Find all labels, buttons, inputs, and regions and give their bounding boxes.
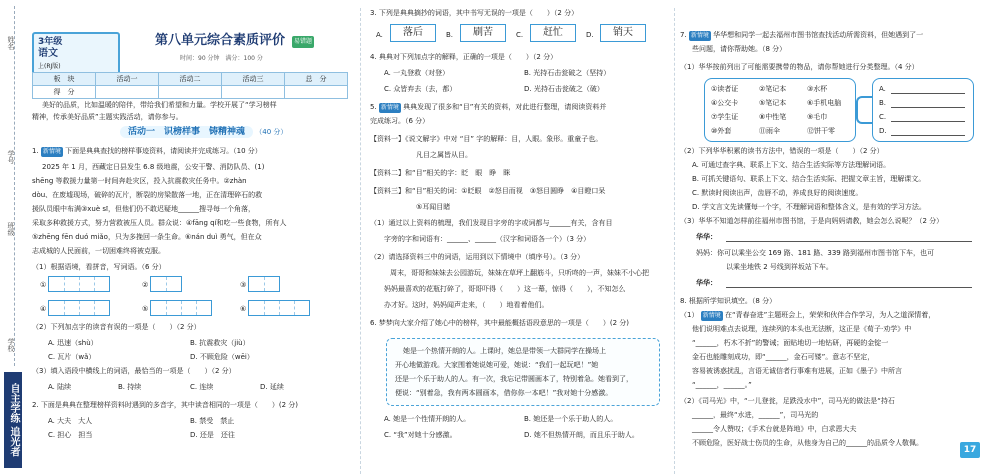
q6-passage-line: 她是一个热情开朗的人。上课时，她总是带领一大群同学在操场上 <box>403 347 606 355</box>
grid-label: ④ <box>40 305 47 313</box>
word-option-box[interactable]: 刷苦 <box>460 24 506 42</box>
score-table-cell[interactable] <box>222 86 285 99</box>
item: ②笔记本 <box>759 85 787 93</box>
grade-label: 3年级 <box>38 37 63 47</box>
activity1-points: （40 分） <box>255 128 288 136</box>
item: ⑫饼干零 <box>807 127 835 135</box>
q5-sub1: （1）通过以上资料的梳理，我们发现目字旁的字或词都与______有关，含有目 <box>370 219 613 227</box>
answer-grid[interactable] <box>48 276 110 292</box>
item: ⑨毛巾 <box>807 113 828 121</box>
item: ⑥手机电脑 <box>807 99 842 107</box>
q1-passage-line: 志成城的人民面前，一切困难终将被克服。 <box>32 247 165 255</box>
q8-sub2-line: 不顾危险，医好战士伤员的生命，从他身为自己的______的品质令人敬佩。 <box>692 439 923 447</box>
q7-text: 华华想和同学一起去福州市图书馆查找活动所需资料，但她遇到了一 <box>713 31 924 39</box>
option[interactable]: A. 陆续 <box>48 383 72 391</box>
option-label: A. <box>376 31 383 39</box>
q1-stem <box>32 146 262 157</box>
q5-resource-2: 【资料二】和“目”相关的字：眨 眼 睁 眯 <box>370 169 511 177</box>
new-context-badge: 新情境 <box>42 148 61 155</box>
new-context-badge: 新情境 <box>690 32 709 39</box>
score-table-cell[interactable] <box>96 86 159 99</box>
grid-label: ③ <box>240 281 247 289</box>
answer-line[interactable] <box>726 241 972 242</box>
answer-grid[interactable] <box>48 300 110 316</box>
q1-number: 1. <box>32 147 39 155</box>
dialogue-speaker: 华华： <box>696 233 717 241</box>
q5-story-line: 妈妈最喜欢的花瓶打碎了，哥哥吓得（ ）这一幕，惊得（ ），不知怎么 <box>384 285 626 293</box>
category-blank[interactable] <box>891 135 965 136</box>
page-number: 17 <box>960 442 980 458</box>
q7-sub1: （1）华华按前列出了可能需要携带的物品，请你帮她进行分类整理。（4 分） <box>680 63 919 71</box>
grid-label: ⑤ <box>142 305 149 313</box>
score-table-cell: 板 块 <box>33 73 96 86</box>
q8-sub1-stem <box>680 310 935 321</box>
answer-grid[interactable] <box>248 276 280 292</box>
option[interactable]: B. 光持石击瓮破之（坚持） <box>524 69 611 77</box>
q8-line: “______，朽木不折”的警诫；面贴地切一地钻研，再硬的金锭一 <box>692 339 889 347</box>
items-box <box>704 78 856 142</box>
option[interactable]: A. 迅速（shù） <box>48 339 98 347</box>
q5-stem <box>370 102 606 113</box>
option[interactable]: D. 延续 <box>260 383 284 391</box>
gutter-label-school: 学校 <box>7 338 15 352</box>
q8-sub2-line: （2）《司马光》中，“一儿登瓮，足跌没水中”，司马光的做法是“持石 <box>680 397 895 405</box>
dialogue-mom-2: 以乘坐地铁 2 号线到祥坂站下车。 <box>726 263 833 271</box>
option[interactable]: A. 大夫 大人 <box>48 417 93 425</box>
q7-stem <box>680 30 923 41</box>
q8-line: 金石也能雕刻成功，即“______，金石可镂”。意志不坚定， <box>692 353 875 361</box>
answer-line[interactable] <box>726 287 972 288</box>
brand-logo: 自主学练 追光者 <box>4 372 22 468</box>
q1-passage-line: ⑤zhēng fēn duó miǎo，只为多挽回一条生命。⑥nán duì 勇气，但在众 <box>32 233 262 241</box>
grade-subject-box <box>32 32 120 76</box>
q6-passage-line: 开心地做游戏。大家围着她说她可爱，她说：“我们一起玩吧！”她 <box>395 361 599 369</box>
option[interactable]: C. 默读时阅读出声，齿唇不动，养成良好的阅读速度。 <box>692 189 863 197</box>
intro-text: 精神，传承美好品质”主题实践活动，请你参与。 <box>32 113 183 121</box>
tag-badge: 易错题 <box>292 36 314 48</box>
q1-passage-line: 援队员眼中布满③xuè sī，但他们仍不敢迟疑地______搜寻每一个角落， <box>32 205 255 213</box>
category-blank[interactable] <box>891 93 965 94</box>
option-label: C. <box>516 31 524 39</box>
item: ⑧中性笔 <box>759 113 787 121</box>
q7-sub2: （2）下列华华积累的读书方法中，错误的一项是（ ）（2 分） <box>680 147 884 155</box>
grid-label: ① <box>40 281 47 289</box>
q8-sub2-line: ______令人赞叹；《手术台就是阵地》中，白求恩大夫 <box>692 425 857 433</box>
item: ①读者证 <box>711 85 739 93</box>
score-table-cell: 活动三 <box>222 73 285 86</box>
option[interactable]: D. 不顾危险（wēi） <box>190 353 254 361</box>
answer-grid[interactable] <box>150 300 212 316</box>
q8-line: “______，______。” <box>692 381 752 389</box>
category-label: C. <box>879 113 887 121</box>
option[interactable]: D. 学文言文先读懂每一个字，不理解词语和整体含义，是有效的学习方法。 <box>692 203 926 211</box>
item: ⑪雨伞 <box>759 127 780 135</box>
score-table <box>32 72 348 99</box>
item: ③水杯 <box>807 85 828 93</box>
score-table-cell[interactable] <box>285 86 348 99</box>
score-table-cell: 活动二 <box>159 73 222 86</box>
q5-sub2: （2）请选择资料三中的词语，运用到以下情境中（填序号）。（3 分） <box>370 253 585 261</box>
q1-passage-line: 采取多种救援方式，努力营救被压人员。群众说：④fāng qí和吃一些食物，所有人 <box>32 219 287 227</box>
gutter-label-class: 班级 <box>7 222 15 236</box>
q5-resource-3b: ⑤耳闻目睹 <box>416 203 451 211</box>
option[interactable]: A. 可通过查字典、联系上下文、结合生活实际等方法理解词语。 <box>692 161 891 169</box>
q1-sub2: （2）下列加点字的读音有误的一项是（ ）（2 分） <box>32 323 201 331</box>
q5-resource-1b: 凡目之属皆从目。 <box>416 151 472 159</box>
option[interactable]: D. 她不但热情开朗，而且乐于助人。 <box>524 431 639 439</box>
q5-story-line: 办才好。这时，妈妈闻声走来，（ ）地看着他们。 <box>384 301 549 309</box>
q8-sub1-text: 在“青春奋进”主题班会上，荣荣和伙伴合作学习，为人之道深情着， <box>724 311 936 319</box>
option[interactable]: B. 可抓关键语句、联系上下文、结合生活实际、把握文章主旨，理解课文。 <box>692 175 926 183</box>
answer-grid[interactable] <box>248 300 310 316</box>
q8-sub1-index: （1） <box>680 311 699 319</box>
option[interactable]: B. 她还是一个乐于助人的人。 <box>524 415 618 423</box>
option[interactable]: C. 众皆弃去（去，都） <box>384 85 457 93</box>
q1-passage-line: 2025 年 1 月，西藏定日县发生 6.8 级地震，公安干警、消防队员、(1) <box>42 163 265 171</box>
q4-stem: 4. 典典对下列加点字的解释，正确的一项是（ ）（2 分） <box>370 53 558 61</box>
new-context-badge: 新情境 <box>380 104 399 111</box>
score-table-cell[interactable] <box>159 86 222 99</box>
grid-label: ⑥ <box>240 305 247 313</box>
option[interactable]: D. 光持石击瓮破之（破） <box>524 85 604 93</box>
grid-label: ② <box>142 281 149 289</box>
q8-line: 他们说明难点去说理，连续列的本头也无法断，这正是《荀子·劝学》中 <box>692 325 912 333</box>
option[interactable]: C. “我”对她十分感激。 <box>384 431 457 439</box>
activity1-title: 活动一 识榜样事 铸精神魂 <box>120 126 253 138</box>
q1-passage-line: dòu、在废墟现场，破碎的瓦片，断裂的房梁散落一地，正在清理碎石的救 <box>32 191 263 199</box>
q8-stem: 8. 根据所学知识填空。（8 分） <box>680 297 777 305</box>
option[interactable]: B. 抗震救灾（jiù） <box>190 339 250 347</box>
dialogue-speaker: 华华： <box>696 279 717 287</box>
option[interactable]: D. 还是 还往 <box>190 431 235 439</box>
q1-text: 下面是典典查找的榜样事迹资料，请阅读并完成练习。（10 分） <box>65 147 262 155</box>
q7-sub3: （3）华华不知道怎样前往福州市图书馆，于是向妈妈请教，她会怎么说呢？（2 分） <box>680 217 944 225</box>
new-context-badge: 新情境 <box>702 312 721 319</box>
gutter-dashed-line <box>14 6 15 366</box>
category-label: B. <box>879 99 887 107</box>
option[interactable]: A. 一丸登救（对登） <box>384 69 450 77</box>
q5-text-2: 完成练习。（6 分） <box>370 117 430 125</box>
column-divider <box>360 8 361 474</box>
gutter-label-id: 学号 <box>7 150 15 164</box>
page-title: 第八单元综合素质评价 <box>155 33 286 48</box>
item: ⑦学生证 <box>711 113 739 121</box>
option-label: B. <box>446 31 454 39</box>
option[interactable]: A. 她是一个性情开朗的人。 <box>384 415 471 423</box>
exam-meta: 时间：90 分钟 满分：100 分 <box>180 55 263 62</box>
q5-sub1b: 字旁的字和词语有：______、______（汉字和词语各一个）（3 分） <box>384 235 591 243</box>
bracket-connector <box>856 96 872 124</box>
category-answer-box <box>872 78 974 142</box>
q5-number: 5. <box>370 103 377 111</box>
category-label: A. <box>879 85 886 93</box>
q1-sub1: （1）根据语境，看拼音，写词语。（6 分） <box>32 263 166 271</box>
q6-passage-box <box>386 338 660 406</box>
q6-passage-line: 还是一个乐于助人的人。有一次，我忘记带圆画本了，特别着急。她看到了， <box>395 375 633 383</box>
q8-line: 容易被诱惑扰乱，言语无诚信者行事难有进展，正如《墨子》中所言 <box>692 367 902 375</box>
option[interactable]: B. 禁受 禁止 <box>190 417 235 425</box>
dialogue-mom: 妈妈：你可以乘坐公交 169 路、181 路、339 路到福州市图书馆下车，也可 <box>696 249 934 257</box>
q1-sub3: （3）填入语段中横线上的词语，最恰当的一项是（ ）（2 分） <box>32 367 236 375</box>
q1-passage-line: shēng 等救援力量第一时间奔赴灾区，投入抗震救灾任务中。②zhàn <box>32 177 247 185</box>
intro-text: 美好的品质，比如温暖的陪伴，带给我们希望和力量。学校开展了“学习榜样 <box>42 101 277 109</box>
subject-label: 语文 <box>38 48 58 59</box>
q5-story-line: 周末，哥哥和妹妹去公园游玩，妹妹在草坪上翻筋斗，只听咚的一声，妹妹不小心把 <box>390 269 649 277</box>
q6-passage-line: 便说：“别着急，我有两本圆画本，借你你一本吧！”我对她十分感激。 <box>395 389 613 397</box>
score-table-cell: 活动一 <box>96 73 159 86</box>
column-divider <box>674 8 675 474</box>
word-option-box[interactable]: 赶忙 <box>530 24 576 42</box>
option[interactable]: C. 瓦片（wǎ） <box>48 353 96 361</box>
item: ④公交卡 <box>711 99 739 107</box>
option[interactable]: C. 连续 <box>190 383 214 391</box>
q7-text-2: 些问题，请你帮助她。（8 分） <box>692 45 787 53</box>
option-label: D. <box>586 31 594 39</box>
q5-text: 典典发现了很多和“目”有关的资料，对此进行整理，请阅读资料并 <box>403 103 607 111</box>
answer-grid[interactable] <box>150 276 182 292</box>
item: ⑤笔记本 <box>759 99 787 107</box>
q7-number: 7. <box>680 31 687 39</box>
activity-heading <box>120 127 287 137</box>
item: ⑩外套 <box>711 127 732 135</box>
category-blank[interactable] <box>891 121 965 122</box>
gutter-label-name: 姓名 <box>7 36 15 50</box>
score-table-cell: 总 分 <box>285 73 348 86</box>
category-blank[interactable] <box>891 107 965 108</box>
q6-stem: 6. 梦梦向大家介绍了她心中的榜样，其中最能概括语段意思的一项是（ ）(2 分) <box>370 319 630 327</box>
option[interactable]: C. 担心 担当 <box>48 431 93 439</box>
q2-stem: 2. 下面是典典在整理榜样资料时遇到的多音字，其中读音相同的一项是（ ）(2 分) <box>32 401 299 409</box>
term-label: 上(RJ版) <box>38 63 61 70</box>
word-option-box[interactable]: 销天 <box>600 24 646 42</box>
binding-gutter <box>0 0 26 476</box>
word-option-box[interactable]: 落后 <box>390 24 436 42</box>
q8-sub2-line: ______，最终“水进，______”，司马光的 <box>692 411 819 419</box>
q5-resource-1: 【资料一】《说文解字》中对 “目” 字的解释：目，人眼。象形。重童子也。 <box>370 135 603 143</box>
q5-resource-3: 【资料三】和“目”相关的词：①眨眼 ②怒目而视 ③怒目圆睁 ④目瞪口呆 <box>370 187 606 195</box>
option[interactable]: B. 持续 <box>118 383 142 391</box>
score-table-cell: 得 分 <box>33 86 96 99</box>
q3-stem: 3. 下列是典典摘抄的词语，其中书写无误的一项是（ ）（2 分） <box>370 9 579 17</box>
category-label: D. <box>879 127 887 135</box>
